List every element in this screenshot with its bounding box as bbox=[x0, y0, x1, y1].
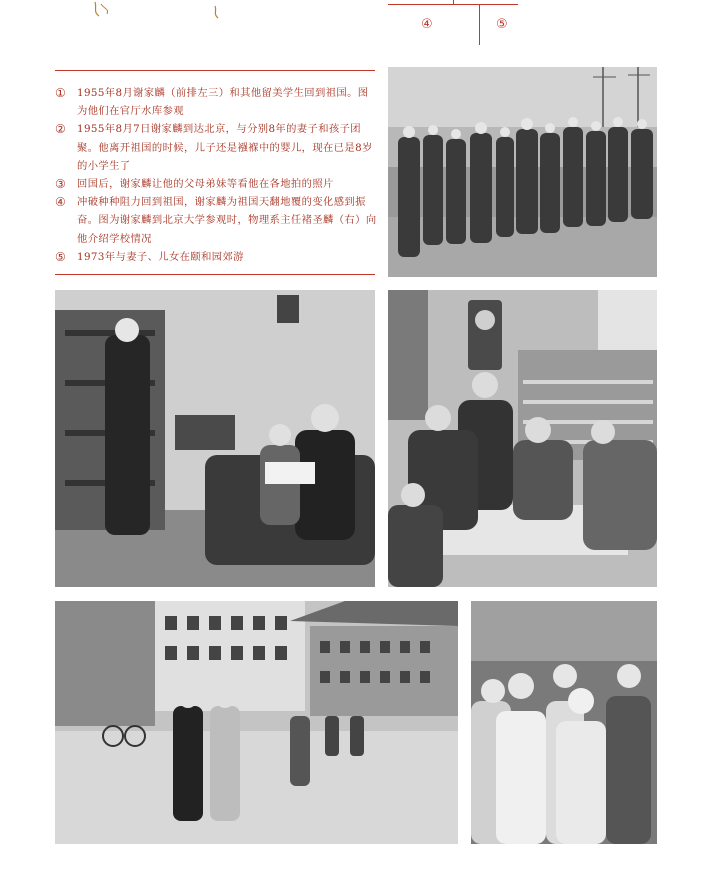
caption-text: 1973年与妻子、儿女在颐和园郊游 bbox=[77, 250, 244, 263]
photo-marker-4: ④ bbox=[421, 17, 433, 32]
caption-text: 1955年8月7日谢家麟到达北京，与分别8年的妻子和孩子团聚。他离开祖国的时候，儿子还是襁褓中的婴儿，现在已是8岁的小学生了 bbox=[77, 123, 373, 172]
caption-item-1 bbox=[55, 84, 377, 120]
top-divider-vertical bbox=[479, 4, 480, 45]
caption-rule-bottom bbox=[55, 274, 375, 275]
caption-marker: ④ bbox=[55, 195, 67, 210]
caption-item-4 bbox=[55, 193, 377, 248]
caption-text: 1955年8月谢家麟（前排左三）和其他留美学生回到祖国。图为他们在官厅水库参观 bbox=[77, 87, 369, 118]
photo-family-reunion bbox=[55, 290, 375, 587]
top-divider-tick bbox=[453, 0, 454, 5]
caption-rule-top bbox=[55, 70, 375, 71]
caption-marker: ③ bbox=[55, 177, 67, 192]
caption-text: 冲破种种阻力回到祖国，谢家麟为祖国天翻地覆的变化感到振奋。图为谢家麟到北京大学参观时，物理系主任褚圣麟（右）向他介绍学校情况 bbox=[77, 196, 377, 245]
caption-item-3 bbox=[55, 175, 377, 193]
photo-group-at-reservoir bbox=[388, 67, 657, 277]
caption-marker: ⑤ bbox=[55, 249, 67, 264]
caption-list bbox=[55, 84, 377, 266]
caption-item-5 bbox=[55, 248, 377, 266]
photo-family-summer-palace bbox=[471, 601, 657, 844]
caption-marker: ① bbox=[55, 86, 67, 100]
decorative-calligraphy-strokes bbox=[85, 0, 235, 22]
photo-marker-5: ⑤ bbox=[496, 17, 508, 32]
photo-university-campus-visit bbox=[55, 601, 458, 844]
caption-marker: ② bbox=[55, 122, 67, 137]
caption-item-2 bbox=[55, 120, 377, 175]
caption-text: 回国后，谢家麟让他的父母弟妹等看他在各地拍的照片 bbox=[77, 178, 334, 191]
photo-family-viewing-photos bbox=[388, 290, 657, 587]
